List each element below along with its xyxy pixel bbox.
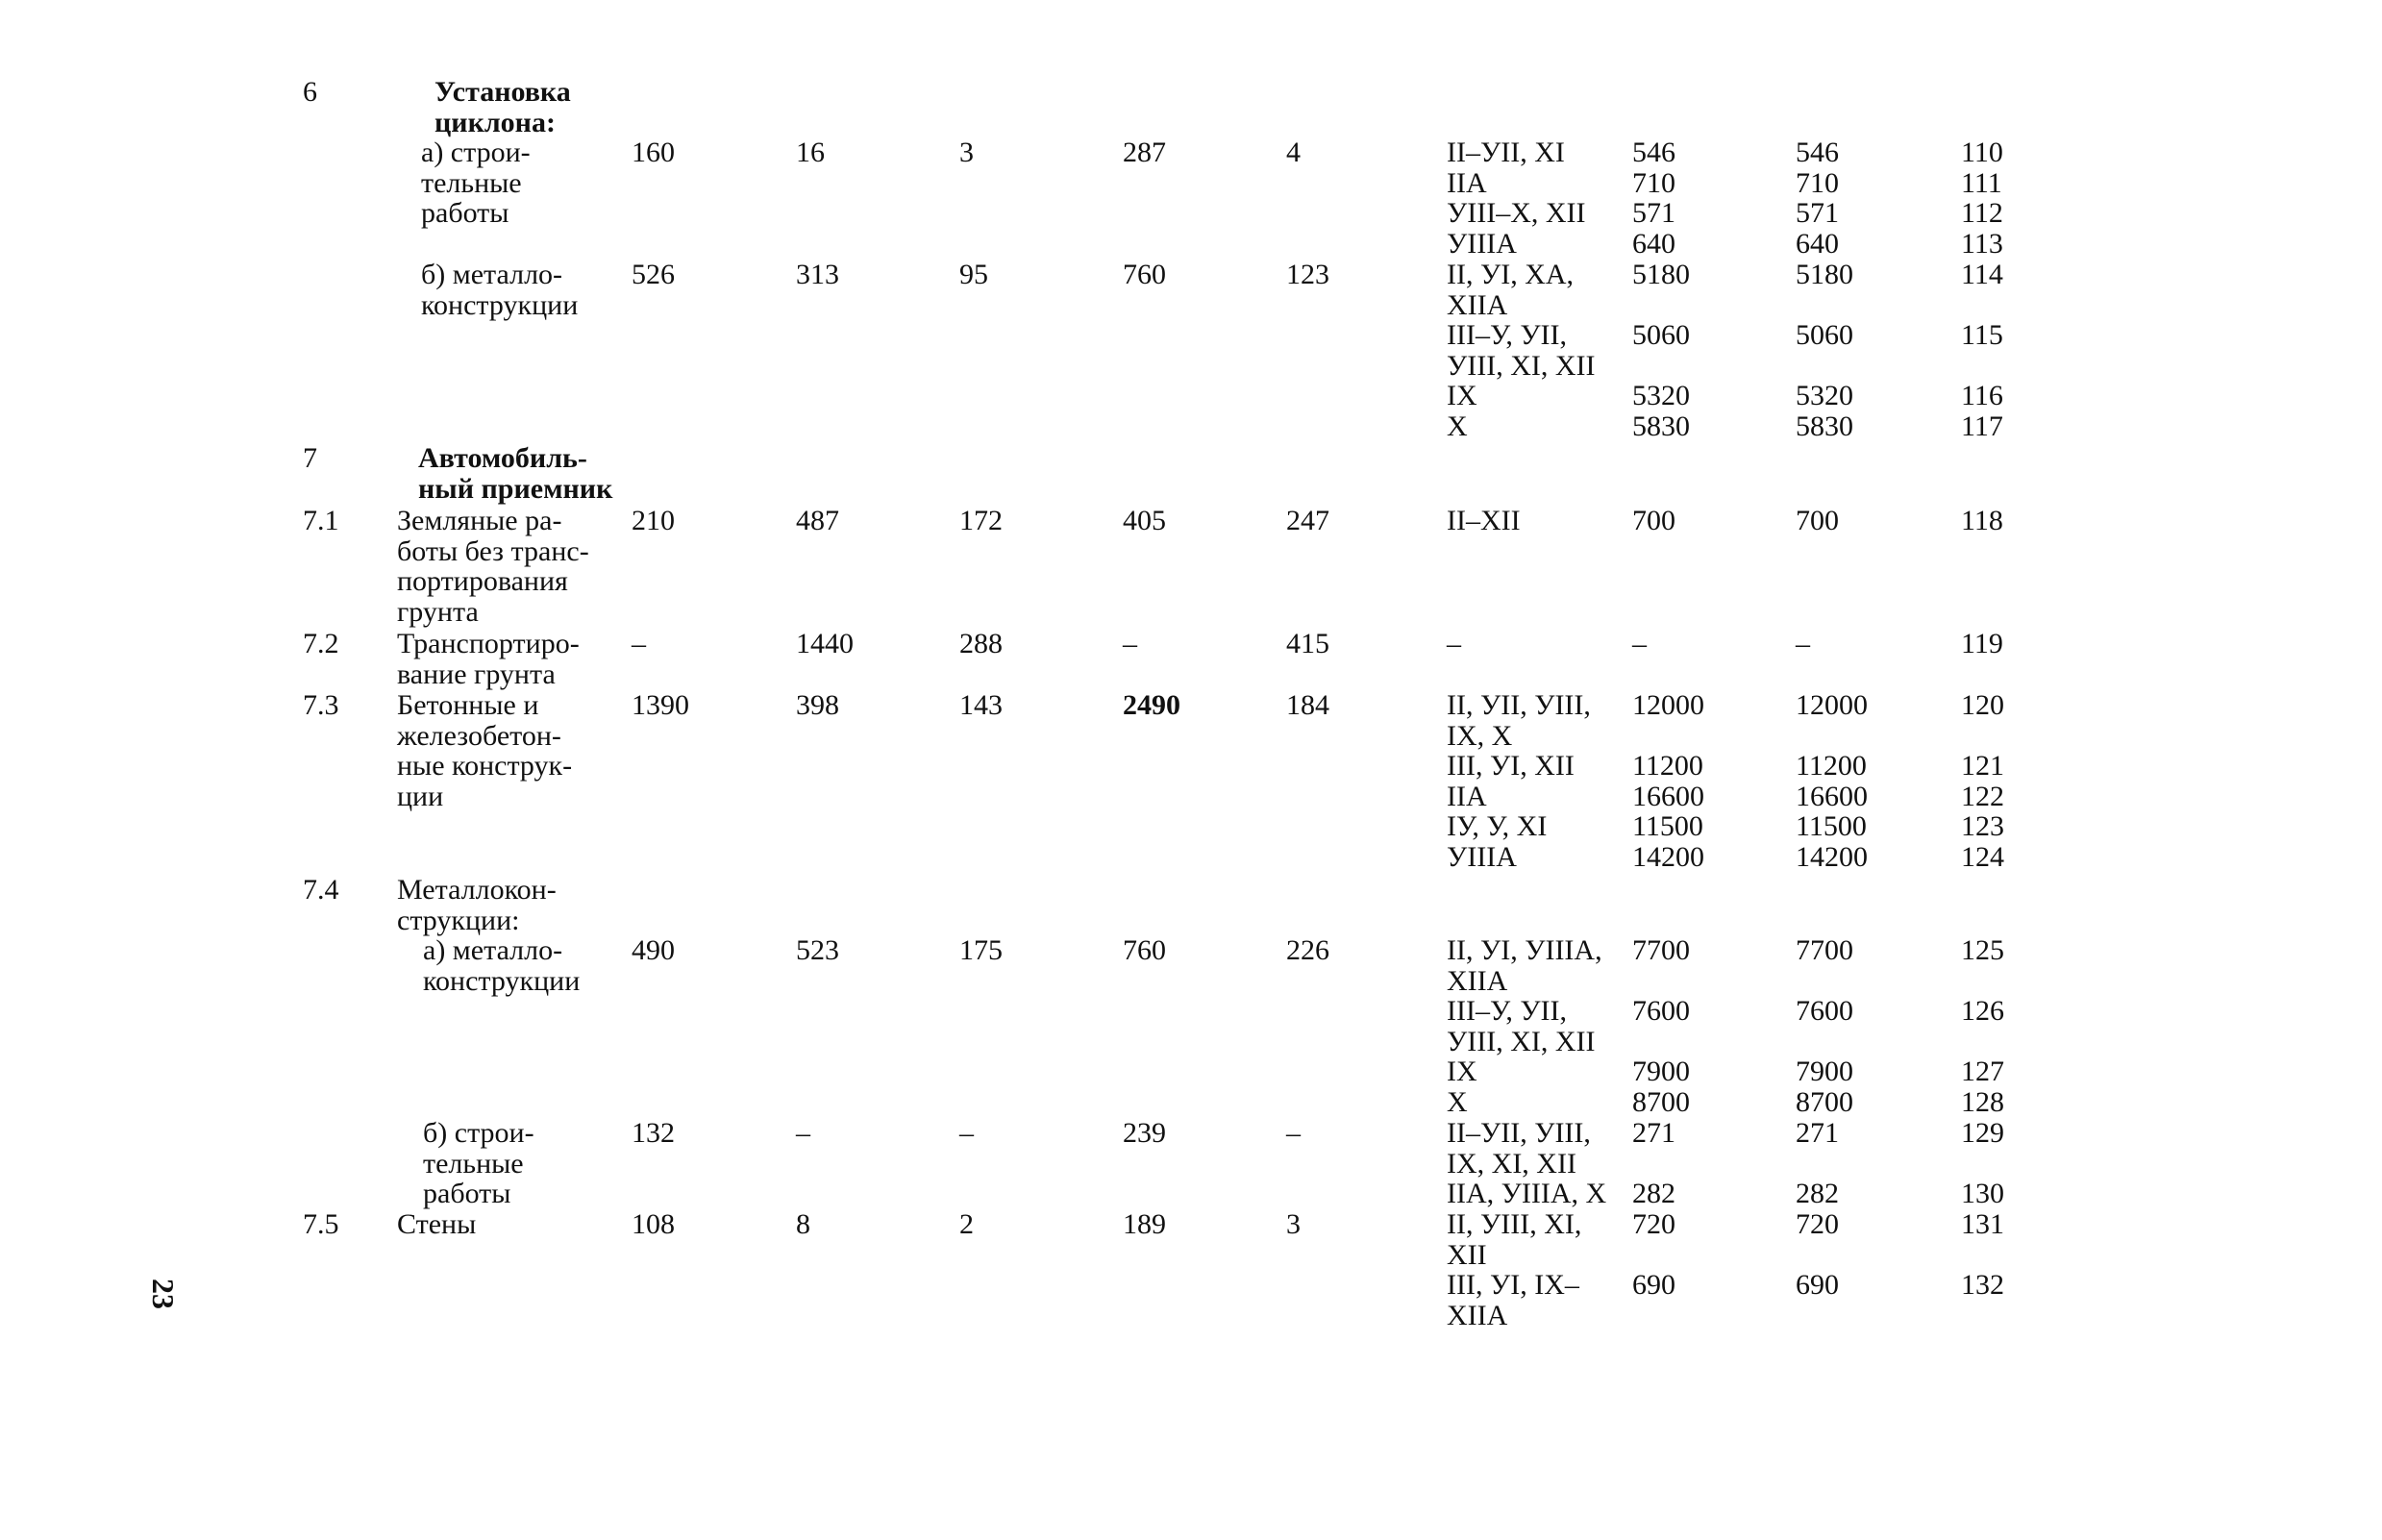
value-cell: 271 282 — [1796, 1117, 1839, 1209]
value-cell: 700 — [1632, 505, 1675, 536]
section-title: Автомобиль- ный приемник — [418, 442, 613, 505]
cell: 108 — [632, 1208, 675, 1240]
value-cell: 546 710 571 640 — [1632, 137, 1675, 260]
value-cell: – — [1796, 628, 1810, 659]
row-label: Стены — [397, 1208, 477, 1240]
cell: 490 — [632, 934, 675, 966]
row-label: Бетонные и железобетон- ные конструк- ции — [397, 689, 573, 812]
cell: 189 — [1123, 1208, 1166, 1240]
section-number: 7 — [303, 442, 317, 474]
cell: 8 — [796, 1208, 810, 1240]
value-cell: 7700 7600 7900 8700 — [1632, 934, 1690, 1118]
row-label: Земляные ра- боты без транс- портирования грунта — [397, 505, 589, 628]
regions-cell: II, УI, УIIIA, XIIA III–У, УII, УIII, XI, XII IX X — [1447, 934, 1602, 1118]
row-label: Транспортиро- вание грунта — [397, 628, 580, 690]
value-cell: 720 690 — [1796, 1208, 1839, 1301]
value-cell: 546 710 571 640 — [1796, 137, 1839, 260]
cell: – — [1286, 1117, 1301, 1149]
value-cell: 12000 11200 16600 11500 14200 — [1796, 689, 1868, 873]
row-label: а) строи- тельные работы — [421, 137, 531, 229]
value-cell: 700 — [1796, 505, 1839, 536]
cell: 760 — [1123, 259, 1166, 290]
value-cell: 5180 5060 5320 5830 — [1796, 259, 1853, 442]
index-cell: 118 — [1961, 505, 2003, 536]
regions-cell: II, УIII, XI, XII III, УI, IX– XIIA — [1447, 1208, 1582, 1331]
section-number: 6 — [303, 76, 317, 108]
section-number: 7.2 — [303, 628, 339, 659]
section-number: 7.5 — [303, 1208, 339, 1240]
cell: 239 — [1123, 1117, 1166, 1149]
regions-cell: – — [1447, 628, 1461, 659]
value-cell: 7700 7600 7900 8700 — [1796, 934, 1853, 1118]
cell: 160 — [632, 137, 675, 168]
cell: 287 — [1123, 137, 1166, 168]
regions-cell: II, УII, УIII, IX, X III, УI, XII IIA IУ, У, XI УIIIA — [1447, 689, 1591, 873]
cell: 16 — [796, 137, 825, 168]
cell: 1390 — [632, 689, 689, 721]
row-label: а) металло- конструкции — [423, 934, 581, 997]
regions-cell: II–XII — [1447, 505, 1521, 536]
cell: 3 — [959, 137, 974, 168]
cell: 2 — [959, 1208, 974, 1240]
regions-cell: II–УII, XI IIA УIII–X, XII УIIIA — [1447, 137, 1586, 260]
index-cell: 120 121 122 123 124 — [1961, 689, 2004, 873]
section-number: 7.1 — [303, 505, 339, 536]
section-title: Металлокон- струкции: — [397, 874, 557, 936]
value-cell: – — [1632, 628, 1647, 659]
cell: 288 — [959, 628, 1003, 659]
section-number: 7.3 — [303, 689, 339, 721]
cell: 398 — [796, 689, 839, 721]
cell: – — [796, 1117, 810, 1149]
index-cell: 131 132 — [1961, 1208, 2004, 1301]
index-cell: 110 111 112 113 — [1961, 137, 2003, 260]
cell: – — [959, 1117, 974, 1149]
cell: 1440 — [796, 628, 854, 659]
cell: 210 — [632, 505, 675, 536]
index-cell: 119 — [1961, 628, 2003, 659]
cell: 313 — [796, 259, 839, 290]
index-cell: 114 115 116 117 — [1961, 259, 2003, 442]
regions-cell: II–УII, УIII, IX, XI, XII IIA, УIIIA, X — [1447, 1117, 1607, 1209]
regions-cell: II, УI, XA, XIIA III–У, УII, УIII, XI, XII IX X — [1447, 259, 1596, 442]
cell: – — [632, 628, 646, 659]
cell: 523 — [796, 934, 839, 966]
index-cell: 129 130 — [1961, 1117, 2004, 1209]
cell: 247 — [1286, 505, 1329, 536]
cell: 95 — [959, 259, 988, 290]
row-label: б) металло- конструкции — [421, 259, 579, 321]
cell: 760 — [1123, 934, 1166, 966]
cell: 415 — [1286, 628, 1329, 659]
cell: 184 — [1286, 689, 1329, 721]
page-number: 23 — [146, 1279, 181, 1309]
section-number: 7.4 — [303, 874, 339, 906]
cell: 143 — [959, 689, 1003, 721]
cell: 3 — [1286, 1208, 1301, 1240]
row-label: б) строи- тельные работы — [423, 1117, 534, 1209]
cell: 526 — [632, 259, 675, 290]
cell: 226 — [1286, 934, 1329, 966]
cell: – — [1123, 628, 1137, 659]
cell: 132 — [632, 1117, 675, 1149]
cell: 172 — [959, 505, 1003, 536]
cell: 405 — [1123, 505, 1166, 536]
index-cell: 125 126 127 128 — [1961, 934, 2004, 1118]
cell: 123 — [1286, 259, 1329, 290]
value-cell: 271 282 — [1632, 1117, 1675, 1209]
section-title: Установка циклона: — [434, 76, 571, 138]
cell: 2490 — [1123, 689, 1180, 721]
value-cell: 5180 5060 5320 5830 — [1632, 259, 1690, 442]
value-cell: 720 690 — [1632, 1208, 1675, 1301]
cell: 487 — [796, 505, 839, 536]
cell: 4 — [1286, 137, 1301, 168]
cell: 175 — [959, 934, 1003, 966]
value-cell: 12000 11200 16600 11500 14200 — [1632, 689, 1704, 873]
